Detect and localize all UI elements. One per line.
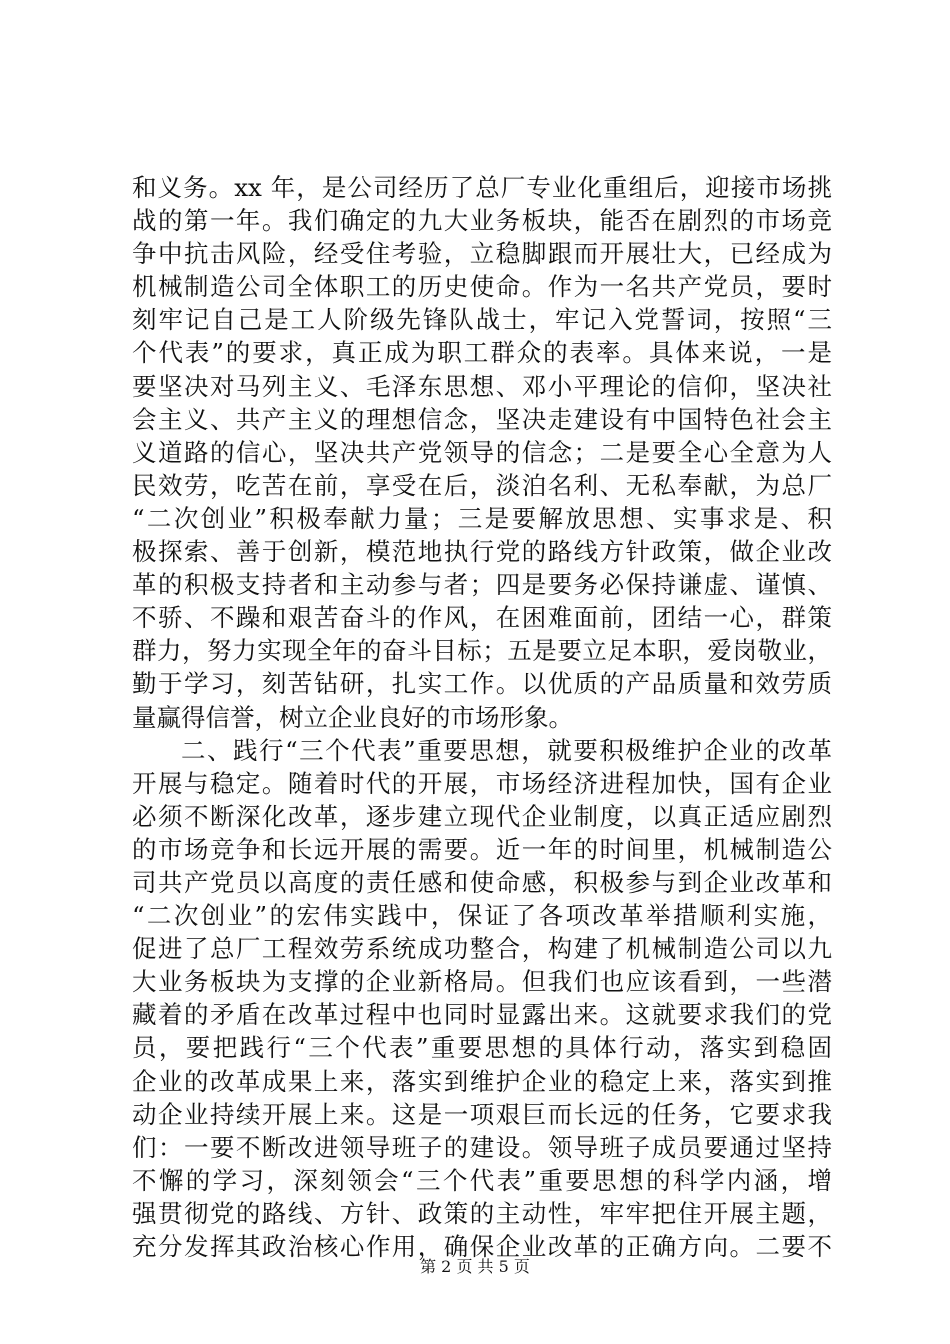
page-number-footer: 第 2 页 共 5 页 [420,1257,530,1276]
text-line: 企业的改革成果上来，落实到维护企业的稳定上来，落实到推 [132,1066,832,1096]
text-line: 强贯彻党的路线、方针、政策的主动性，牢牢把住开展主题， [132,1198,832,1228]
text-line: 争中抗击风险，经受住考验，立稳脚跟而开展壮大，已经成为 [132,239,832,269]
text-line: 要坚决对马列主义、毛泽东思想、邓小平理论的信仰，坚决社 [132,371,832,401]
text-line: 义道路的信心，坚决共产党领导的信念；二是要全心全意为人 [132,437,832,467]
text-line: 勤于学习，刻苦钻研，扎实工作。以优质的产品质量和效劳质 [132,669,832,699]
text-line: 不骄、不躁和艰苦奋斗的作风，在困难面前，团结一心，群策 [132,603,832,633]
text-line: 不懈的学习，深刻领会“三个代表”重要思想的科学内涵，增 [132,1165,832,1195]
text-line: 的市场竞争和长远开展的需要。近一年的时间里，机械制造公 [132,834,832,864]
text-line: 动企业持续开展上来。这是一项艰巨而长远的任务，它要求我 [132,1099,832,1129]
text-line: 们：一要不断改进领导班子的建设。领导班子成员要通过坚持 [132,1132,832,1162]
body-text [132,171,832,1263]
text-line: 促进了总厂工程效劳系统成功整合，构建了机械制造公司以九 [132,934,832,964]
text-line: 藏着的矛盾在改革过程中也同时显露出来。这就要求我们的党 [132,1000,832,1030]
text-line: 机械制造公司全体职工的历史使命。作为一名共产党员，要时 [132,272,832,302]
paragraph-start-line: 二、践行“三个代表”重要思想，就要积极维护企业的改革 [181,735,832,765]
text-line: 会主义、共产主义的理想信念，坚决走建设有中国特色社会主 [132,404,832,434]
text-line: “二次创业”积极奉献力量；三是要解放思想、实事求是、积 [132,503,832,533]
text-line: 极探索、善于创新，模范地执行党的路线方针政策，做企业改 [132,537,832,567]
text-line: 民效劳，吃苦在前，享受在后，淡泊名利、无私奉献，为总厂 [132,470,832,500]
paragraph-end-line: 量赢得信誉，树立企业良好的市场形象。 [132,702,573,732]
text-line: 充分发挥其政治核心作用，确保企业改革的正确方向。二要不 [132,1232,832,1261]
text-line: 群力，努力实现全年的奋斗目标；五是要立足本职，爱岗敬业， [132,636,832,666]
text-line: 战的第一年。我们确定的九大业务板块，能否在剧烈的市场竞 [132,206,832,236]
text-line: 开展与稳定。随着时代的开展，市场经济进程加快，国有企业 [132,768,832,798]
text-line: 革的积极支持者和主动参与者；四是要务必保持谦虚、谨慎、 [132,570,832,600]
text-line: “二次创业”的宏伟实践中，保证了各项改革举措顺利实施， [132,901,832,931]
text-line: 员，要把践行“三个代表”重要思想的具体行动，落实到稳固 [132,1033,832,1063]
text-line: 个代表”的要求，真正成为职工群众的表率。具体来说，一是 [132,338,832,368]
text-line: 大业务板块为支撑的企业新格局。但我们也应该看到，一些潜 [132,967,832,997]
text-line: 刻牢记自己是工人阶级先锋队战士，牢记入党誓词，按照“三 [132,305,832,335]
text-line: 司共产党员以高度的责任感和使命感，积极参与到企业改革和 [132,867,832,897]
text-line: 必须不断深化改革，逐步建立现代企业制度，以真正适应剧烈 [132,801,832,831]
text-line: 和义务。xx 年，是公司经历了总厂专业化重组后，迎接市场挑 [132,173,832,202]
